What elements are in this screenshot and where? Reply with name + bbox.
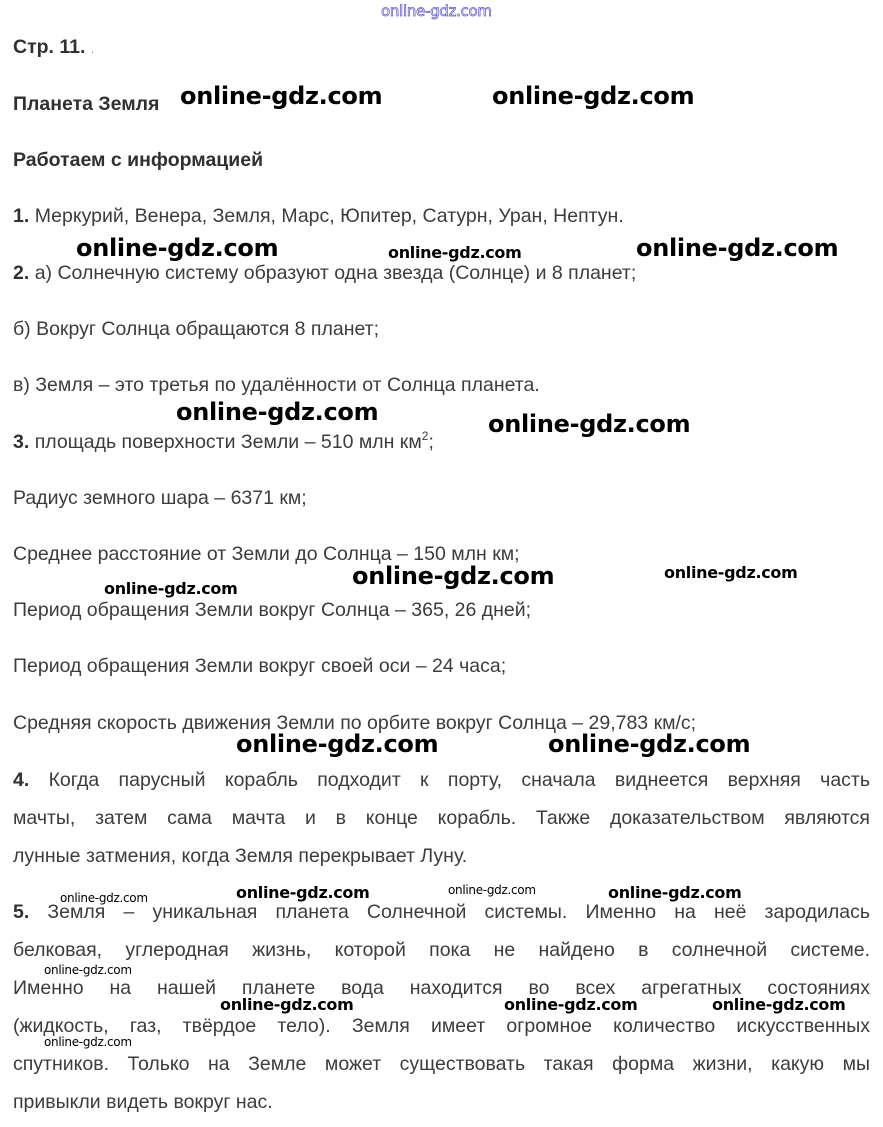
answer-3-rotation-period: Период обращения Земли вокруг своей оси – 24 часа;	[13, 655, 507, 677]
answer-1	[13, 204, 624, 228]
answer-2b: б) Вокруг Солнца обращаются 8 планет;	[13, 318, 380, 340]
superscript: 2	[421, 429, 429, 443]
answer-text: Меркурий, Венера, Земля, Марс, Юпитер, Сатурн, Уран, Нептун.	[34, 205, 624, 227]
watermark: online-gdz.com	[492, 82, 695, 110]
watermark: online-gdz.com	[636, 234, 839, 262]
answer-5-line-2: белковая, углеродная жизнь, которой пока не найдено в солнечной системе.	[13, 939, 870, 961]
watermark: online-gdz.com	[488, 410, 691, 438]
watermark: online-gdz.com	[76, 234, 279, 262]
answer-3-distance: Среднее расстояние от Земли до Солнца – 150 млн км;	[13, 543, 520, 565]
answer-4-line-3: лунные затмения, когда Земля перекрывает Луну.	[13, 845, 468, 867]
answer-3-orbit-period: Период обращения Земли вокруг Солнца – 365, 26 дней;	[13, 599, 532, 621]
watermark: online-gdz.com	[608, 883, 742, 902]
answer-5-line-6: привыкли видеть вокруг нас.	[13, 1091, 273, 1113]
answer-3-speed: Средняя скорость движения Земли по орбите вокруг Солнца – 29,783 км/с;	[13, 712, 697, 734]
answer-number: 3.	[13, 431, 30, 453]
watermark: online-gdz.com	[388, 243, 522, 262]
watermark: online-gdz.com	[176, 398, 379, 426]
answer-5-line-5: спутников. Только на Земле может существовать такая форма жизни, какую мы	[13, 1053, 870, 1075]
answer-4-line-1	[13, 768, 870, 792]
watermark: online-gdz.com	[104, 579, 238, 598]
answer-3-area	[13, 430, 434, 454]
answer-3-radius: Радиус земного шара – 6371 км;	[13, 487, 307, 509]
answer-number: 2.	[13, 262, 30, 284]
answer-4-line-2: мачты, затем сама мачта и в конце корабль. Также доказательством являются	[13, 807, 870, 829]
answer-number: 1.	[13, 205, 30, 227]
watermark: online-gdz.com	[664, 563, 798, 582]
watermark: online-gdz.com	[180, 82, 383, 110]
watermark: online-gdz.com	[504, 995, 638, 1014]
watermark: online-gdz.com	[44, 963, 132, 977]
page-reference	[13, 35, 94, 62]
answer-5-line-3: Именно на нашей планете вода находится во всех агрегатных состояниях	[13, 977, 870, 999]
watermark: online-gdz.com	[220, 995, 354, 1014]
watermark: online-gdz.com	[44, 1035, 132, 1049]
topic-title: Планета Земля	[13, 93, 160, 115]
page-reference-dot: .	[90, 44, 94, 56]
answer-2c: в) Земля – это третья по удалённости от Солнца планета.	[13, 374, 540, 396]
watermark: online-gdz.com	[712, 995, 846, 1014]
answer-2a	[13, 261, 636, 285]
answer-5-line-4: (жидкость, газ, твёрдое тело). Земля имеет огромное количество искусственных	[13, 1015, 870, 1037]
watermark: online-gdz.com	[448, 883, 536, 897]
watermark: online-gdz.com	[236, 730, 439, 758]
watermark: online-gdz.com	[352, 562, 555, 590]
top-watermark: online-gdz.com	[381, 2, 492, 20]
answer-text: площадь поверхности Земли – 510 млн км	[34, 431, 422, 453]
watermark: online-gdz.com	[548, 730, 751, 758]
answer-number: 5.	[13, 901, 30, 923]
answer-text: Земля – уникальная планета Солнечной системы. Именно на неё зародилась	[47, 901, 870, 923]
watermark: online-gdz.com	[236, 883, 370, 902]
answer-text: а) Солнечную систему образуют одна звезда (Солнце) и 8 планет;	[34, 262, 637, 284]
section-title: Работаем с информацией	[13, 149, 264, 171]
page-reference-label: Стр. 11.	[13, 36, 86, 58]
answer-text: Когда парусный корабль подходит к порту, сначала виднеется верхняя часть	[48, 769, 871, 791]
answer-text-end: ;	[428, 431, 434, 453]
answer-number: 4.	[13, 769, 30, 791]
watermark: online-gdz.com	[60, 891, 148, 905]
